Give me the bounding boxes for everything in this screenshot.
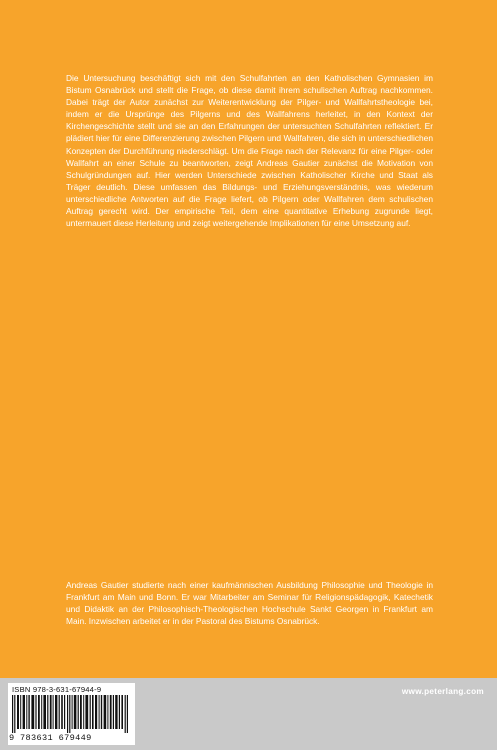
barcode-icon <box>12 695 130 733</box>
book-description: Die Untersuchung beschäftigt sich mit den Schulfahrten an den Katholischen Gymnasien im Bistum Osnabrück und stellt die Frage, ob diese damit ihrem schulischen Auftrag nachkommen. Dabei trägt der Autor zunächst zur Weiterentwicklung der Pilger- und Wallfahrtstheologie bei, indem er die Ursprünge des Pilgerns und des Wallfahrens herleitet, in den Kontext der Kirchengeschichte stellt und sie an den Erfahrungen der untersuchten Schulfahrten reflektiert. Er plädiert hier für eine Differenzierung zwischen Pilgern und Wallfahren, die sich in unterschiedlichen Konzepten der Durchführung niederschlägt. Um die Frage nach der Relevanz für eine Pilger- oder Wallfahrt an einer Schule zu beantworten, zeigt Andreas Gautier zunächst die Motivation von Schulgründungen auf. Hier werden Unterschiede zwischen Katholischer Kirche und Staat als Träger deutlich. Diese umfassen das Bildungs- und Erziehungsverständnis, was wiederum unterschiedliche Antworten auf die Frage liefert, ob Pilgern oder Wallfahren dem schulischen Auftrag gerecht wird. Der empirische Teil, dem eine quantitative Erhebung zugrunde liegt, untermauert diese Herleitung und zeigt weitergehende Implikationen für eine Umsetzung auf. <box>66 73 433 229</box>
publisher-website[interactable]: www.peterlang.com <box>401 687 484 696</box>
isbn-barcode-box <box>8 683 135 745</box>
barcode-digits: 9 783631 679449 <box>9 733 92 743</box>
isbn-label: ISBN 978-3-631-67944-9 <box>12 685 102 694</box>
author-biography: Andreas Gautier studierte nach einer kaufmännischen Ausbildung Philosophie und Theologie in Frankfurt am Main und Bonn. Er war Mitarbeiter am Seminar für Religionspädagogik, Katechetik und Didaktik an der Philosophisch-Theologischen Hochschule Sankt Georgen in Frankfurt am Main. Inzwischen arbeitet er in der Pastoral des Bistums Osnabrück. <box>66 580 433 627</box>
